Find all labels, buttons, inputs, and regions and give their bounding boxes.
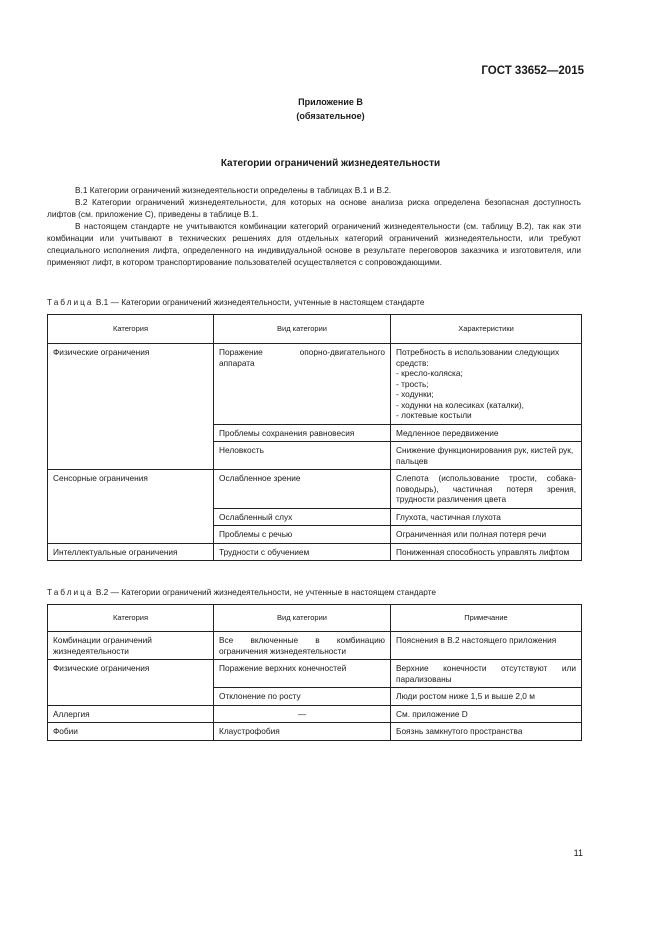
table-header-row — [48, 315, 582, 344]
list-item: - кресло-коляска; — [396, 368, 576, 379]
note-cell: Верхние конечности отсутствуют или парализованы — [391, 660, 582, 688]
category-cell: Физические ограничения — [48, 660, 214, 706]
paragraph-b2: В.2 Категории ограничений жизнедеятельности, для которых на основе анализа риска определена безопасная доступность лифтов (см. приложение С), приведены в таблице В.1. — [47, 197, 581, 219]
column-header: Категория — [48, 315, 214, 344]
kind-cell: Неловкость — [214, 442, 391, 470]
table-header-row — [48, 605, 582, 632]
table-b2 — [47, 604, 582, 741]
note-cell: Люди ростом ниже 1,5 и выше 2,0 м — [391, 688, 582, 706]
table-row — [48, 660, 582, 688]
category-cell: Фобии — [48, 723, 214, 741]
table-b1 — [47, 314, 582, 561]
paragraph-b1: В.1 Категории ограничений жизнедеятельности определены в таблицах В.1 и В.2. — [75, 185, 392, 195]
kind-cell: Проблемы сохранения равновесия — [214, 424, 391, 442]
kind-cell: Поражение верхних конечностей — [214, 660, 391, 688]
list-item: - ходунки; — [396, 389, 576, 400]
characteristic-cell: Слепота (использование трости, собака-поводырь), частичная потеря зрения, трудности различения цвета — [391, 470, 582, 509]
table2-caption — [47, 587, 436, 597]
annex-status: (обязательное) — [296, 111, 365, 121]
table-row — [48, 543, 582, 561]
characteristic-text: Потребность в использовании следующих средств: — [396, 347, 560, 368]
table-row — [48, 705, 582, 723]
kind-cell: Ослабленный слух — [214, 508, 391, 526]
characteristic-cell: Пониженная способность управлять лифтом — [391, 543, 582, 561]
column-header: Категория — [48, 605, 214, 632]
characteristic-cell: Глухота, частичная глухота — [391, 508, 582, 526]
annex-title: Приложение В — [298, 97, 363, 107]
table-row — [48, 723, 582, 741]
paragraph-note: В настоящем стандарте не учитываются комбинации категорий ограничений жизнедеятельности (см. таблицу В.2), так как эти комбинации или учитывают в технических решениях для отдельных категорий ограничений жизнедеятельности, или требуют специального исполнения лифта, определенного на индивидуальной основе в результате переговоров заказчика и изготовителя, или применяют лифт, в котором транспортирование пользователей осуществляется с сопровождающими. — [47, 221, 581, 267]
category-cell: Сенсорные ограничения — [48, 470, 214, 544]
category-cell: Интеллектуальные ограничения — [48, 543, 214, 561]
list-item: - локтевые костыли — [396, 410, 576, 421]
note-cell: Боязнь замкнутого пространства — [391, 723, 582, 741]
characteristic-cell — [391, 344, 582, 425]
note-cell: Пояснения в В.2 настоящего приложения — [391, 632, 582, 660]
standard-number: ГОСТ 33652—2015 — [481, 65, 584, 77]
table2-caption-prefix: Таблица — [47, 587, 94, 597]
characteristic-cell: Снижение функционирования рук, кистей рук, пальцев — [391, 442, 582, 470]
page-number: 11 — [573, 848, 583, 858]
table-row — [48, 632, 582, 660]
kind-cell: Отклонение по росту — [214, 688, 391, 706]
kind-cell: — — [214, 705, 391, 723]
annex-heading — [0, 95, 661, 123]
note-cell: См. приложение D — [391, 705, 582, 723]
column-header: Вид категории — [214, 605, 391, 632]
table1-caption — [47, 297, 425, 307]
table1-caption-prefix: Таблица — [47, 297, 94, 307]
body-text — [47, 184, 581, 268]
characteristic-cell: Ограниченная или полная потеря речи — [391, 526, 582, 544]
column-header: Примечание — [391, 605, 582, 632]
aid-list — [396, 368, 576, 421]
category-cell: Комбинации ограничений жизнедеятельности — [48, 632, 214, 660]
section-title: Категории ограничений жизнедеятельности — [220, 158, 441, 169]
table2-caption-text: В.2 — Категории ограничений жизнедеятельности, не учтенные в настоящем стандарте — [95, 587, 436, 597]
list-item: - ходунки на колесиках (каталки), — [396, 400, 576, 411]
table-row — [48, 470, 582, 509]
kind-cell: Проблемы с речью — [214, 526, 391, 544]
column-header: Вид категории — [214, 315, 391, 344]
kind-cell: Поражение опорно-двигательного аппарата — [214, 344, 391, 425]
list-item: - трость; — [396, 379, 576, 390]
table1-caption-text: В.1 — Категории ограничений жизнедеятельности, учтенные в настоящем стандарте — [95, 297, 425, 307]
kind-cell: Клаустрофобия — [214, 723, 391, 741]
kind-cell: Трудности с обучением — [214, 543, 391, 561]
kind-cell: Ослабленное зрение — [214, 470, 391, 509]
category-cell: Физические ограничения — [48, 344, 214, 470]
table-row — [48, 344, 582, 425]
column-header: Характеристики — [391, 315, 582, 344]
characteristic-cell: Медленное передвижение — [391, 424, 582, 442]
category-cell: Аллергия — [48, 705, 214, 723]
kind-cell: Все включенные в комбинацию ограничения жизнедеятельности — [214, 632, 391, 660]
